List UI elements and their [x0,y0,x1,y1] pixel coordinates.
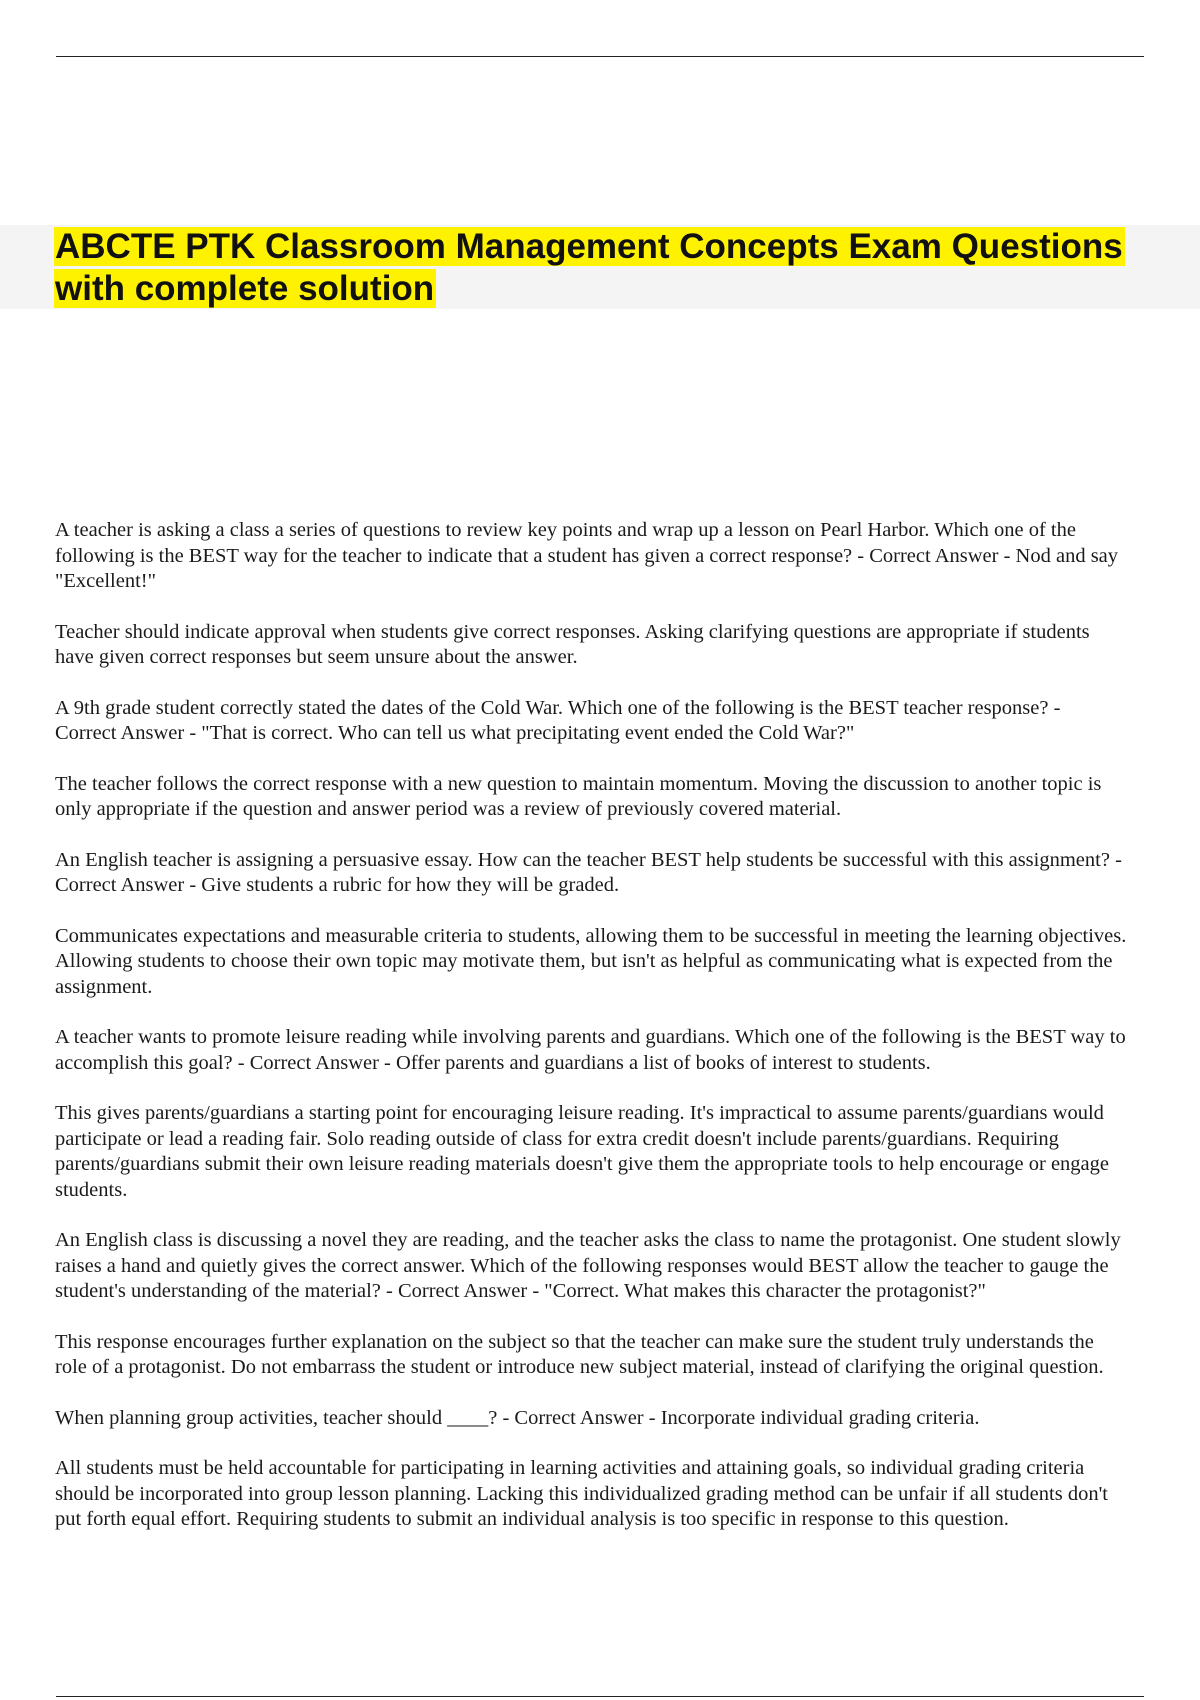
explanation-paragraph [55,924,1200,1001]
question-answer-paragraph [55,848,1200,899]
text-line: Correct Answer - "That is correct. Who can tell us what precipitating event ended the Cold War?" [55,722,855,744]
text-line: An English class is discussing a novel they are reading, and the teacher asks the class to name the protagonist. One student slowly [55,1229,1121,1251]
text-line: The teacher follows the correct response with a new question to maintain momentum. Moving the discussion to another topic is [55,772,1102,795]
text-line: participate or lead a reading fair. Solo reading outside of class for extra credit doesn't include parents/guardians. Requiring [55,1127,1059,1150]
text-line: following is the BEST way for the teacher to indicate that a student has given a correct response? - Correct Answer - Nod and say [55,544,1119,567]
document-body [55,518,1200,1558]
explanation-paragraph [55,620,1200,671]
explanation-paragraph [55,772,1200,823]
explanation-paragraph [55,1330,1200,1381]
bottom-rule [56,1696,1144,1697]
text-line: An English teacher is assigning a persuasive essay. How can the teacher BEST help students be successful with this assignment? - [55,848,1122,871]
text-line: Communicates expectations and measurable criteria to students, allowing them to be successful in meeting the learning objectives. [55,924,1127,947]
text-line: accomplish this goal? - Correct Answer - Offer parents and guardians a list of books of interest to students. [55,1051,931,1074]
text-line: student's understanding of the material? - Correct Answer - "Correct. What makes this character the protagonist?" [55,1280,986,1302]
top-rule [56,56,1144,57]
text-line: Correct Answer - Give students a rubric for how they will be graded. [55,874,620,896]
text-line: "Excellent!" [55,570,156,592]
text-line: students. [55,1178,128,1201]
text-line: should be incorporated into group lesson planning. Lacking this individualized grading method can be unfair if all students don't [55,1482,1108,1505]
title-line [54,226,1200,268]
text-line: This response encourages further explanation on the subject so that the teacher can make sure the student truly understands the [55,1330,1094,1353]
title-highlight: ABCTE PTK Classroom Management Concepts Exam Questions [55,227,1123,266]
text-line: role of a protagonist. Do not embarrass the student or introduce new subject material, instead of clarifying the original question. [55,1356,1104,1378]
text-line: A teacher is asking a class a series of questions to review key points and wrap up a lesson on Pearl Harbor. Which one of the [55,519,1076,541]
text-line: assignment. [55,975,153,998]
document-title [54,226,1200,310]
explanation-paragraph [55,1456,1200,1533]
text-line: only appropriate if the question and answer period was a review of previously covered material. [55,798,842,820]
text-line: When planning group activities, teacher should ____? - Correct Answer - Incorporate individual grading criteria. [55,1406,980,1429]
question-answer-paragraph [55,696,1200,747]
text-line: raises a hand and quietly gives the correct answer. Which of the following responses would BEST allow the teacher to gauge the [55,1254,1109,1277]
text-line: Allowing students to choose their own topic may motivate them, but isn't as helpful as communicating what is expected from the [55,950,1113,972]
text-line: A 9th grade student correctly stated the dates of the Cold War. Which one of the following is the BEST teacher response? - [55,696,1061,719]
text-line: have given correct responses but seem unsure about the answer. [55,646,578,668]
text-line: put forth equal effort. Requiring students to submit an individual analysis is too specific in response to this question. [55,1508,1009,1530]
text-line: A teacher wants to promote leisure reading while involving parents and guardians. Which one of the following is the BEST way to [55,1026,1126,1048]
question-answer-paragraph [55,1406,1200,1432]
text-line: parents/guardians submit their own leisure reading materials doesn't give them the appropriate tools to help encourage or engage [55,1153,1109,1175]
question-answer-paragraph [55,1228,1200,1305]
text-line: Teacher should indicate approval when students give correct responses. Asking clarifying questions are appropriate if students [55,620,1090,643]
text-line: All students must be held accountable for participating in learning activities and attaining goals, so individual grading criteria [55,1457,1085,1479]
explanation-paragraph [55,1101,1200,1203]
question-answer-paragraph [55,518,1200,595]
text-line: This gives parents/guardians a starting point for encouraging leisure reading. It's impractical to assume parents/guardians would [55,1102,1104,1124]
title-highlight: with complete solution [55,269,435,308]
title-line [54,268,1200,310]
question-answer-paragraph [55,1025,1200,1076]
